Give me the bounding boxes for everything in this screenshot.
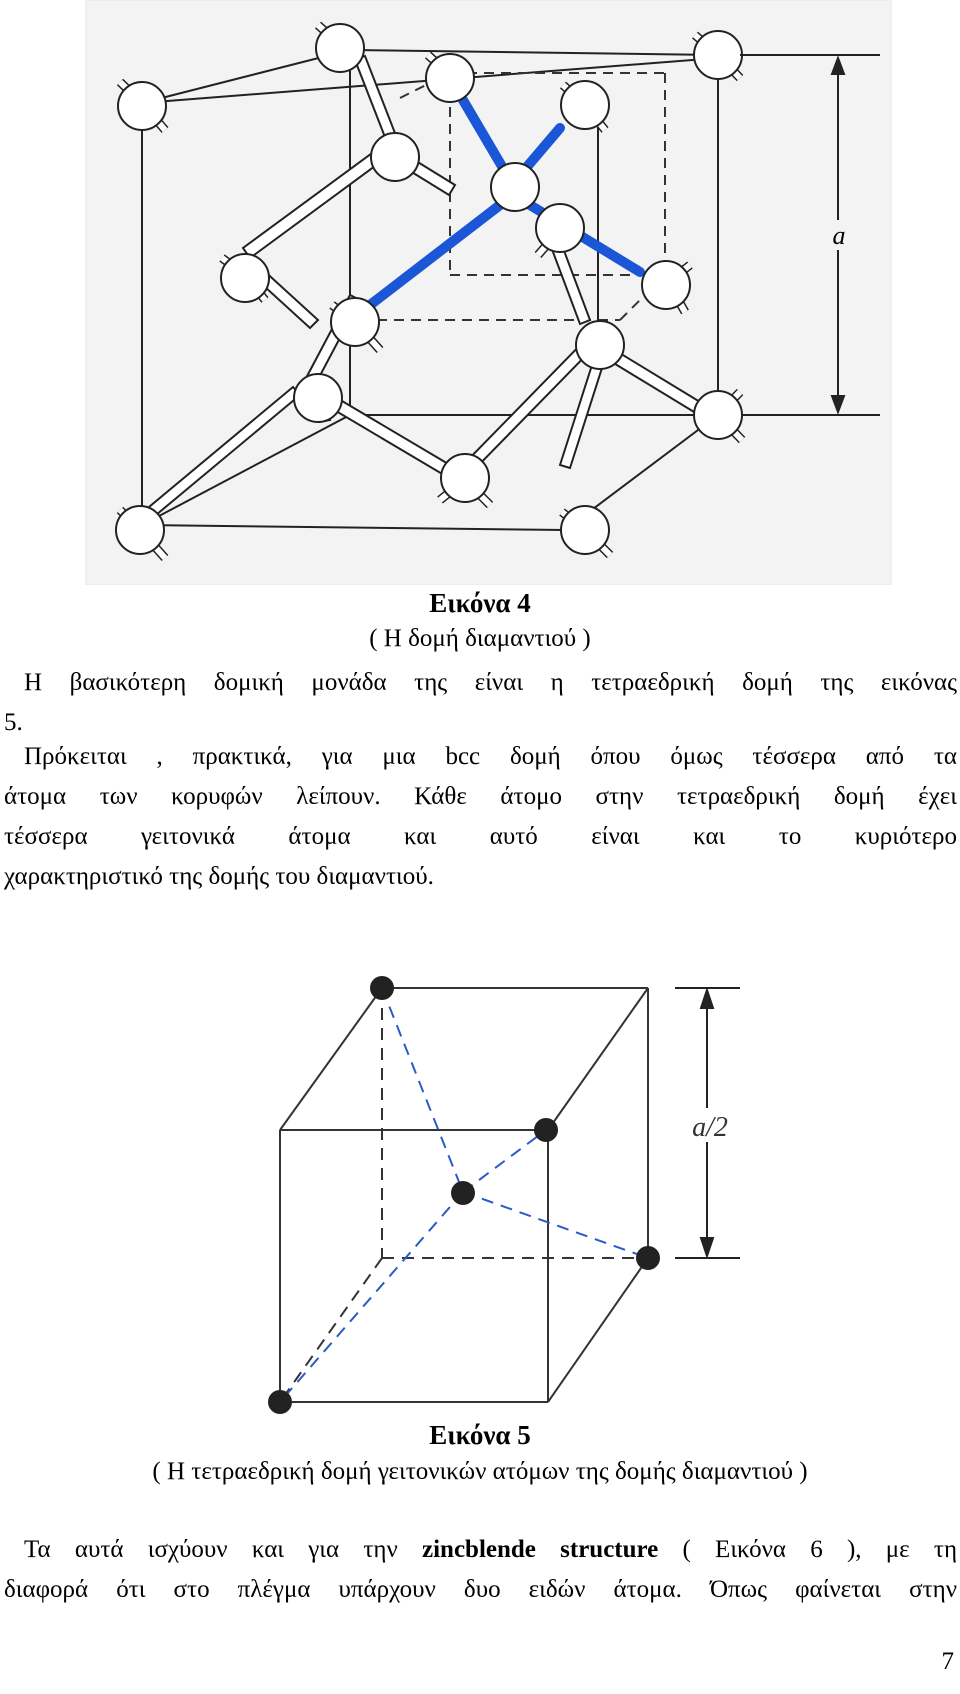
atom xyxy=(576,321,624,369)
dimension-label-a-half: a/2 xyxy=(692,1112,728,1143)
atom xyxy=(268,1390,292,1414)
dimension-label-a: a xyxy=(832,221,846,250)
paragraph-line: τέσσερα γειτονικά άτομα και αυτό είναι και το κυριότερο xyxy=(4,823,957,850)
zincblende-term: zincblende structure xyxy=(422,1536,659,1563)
figure4-title: Εικόνα 4 xyxy=(429,588,531,618)
tetrahedral-structure-figure xyxy=(240,960,760,1420)
atom xyxy=(534,1118,558,1142)
atom xyxy=(371,133,419,181)
atom xyxy=(451,1181,475,1205)
paragraph-2 xyxy=(4,737,957,897)
page-number: 7 xyxy=(941,1648,954,1675)
atom xyxy=(491,163,539,211)
text-run: ( Εικόνα 6 ), με τη xyxy=(658,1536,958,1563)
paragraph-line: χαρακτηριστικό της δομής του διαμαντιού. xyxy=(4,863,434,890)
atom xyxy=(294,374,342,422)
atom xyxy=(426,54,474,102)
figure5-title: Εικόνα 5 xyxy=(429,1420,531,1450)
figure4-subtitle: ( Η δομή διαμαντιού ) xyxy=(369,625,591,652)
atom xyxy=(636,1246,660,1270)
atom xyxy=(370,976,394,1000)
atom xyxy=(221,254,269,302)
paragraph-line: άτομα των κορυφών λείπουν. Κάθε άτομο στην τετραεδρική δομή έχει xyxy=(4,783,957,810)
paragraph-line: διαφορά ότι στο πλέγμα υπάρχουν δυο ειδών άτομα. Όπως φαίνεται στην xyxy=(4,1576,957,1603)
atom xyxy=(694,31,742,79)
atom xyxy=(694,391,742,440)
atom xyxy=(118,82,166,130)
figure5-subtitle: ( Η τετραεδρική δομή γειτονικών ατόμων της δομής διαμαντιού ) xyxy=(152,1458,808,1485)
paragraph-line: 5. xyxy=(4,709,23,736)
atom xyxy=(440,454,490,505)
paragraph-1 xyxy=(4,663,957,743)
paragraph-line: Η βασικότερη δομική μονάδα της είναι η τετραεδρική δομή της εικόνας xyxy=(24,669,957,696)
diamond-structure-figure xyxy=(80,0,900,585)
paragraph-line: Πρόκειται , πρακτικά, για μια bcc δομή όπου όμως τέσσερα από τα xyxy=(24,743,957,770)
paragraph-3 xyxy=(4,1530,957,1610)
atom xyxy=(561,81,609,130)
text-run: Τα αυτά ισχύουν και για την xyxy=(24,1536,423,1563)
paragraph-line xyxy=(4,1530,957,1570)
atom xyxy=(316,24,364,72)
atom xyxy=(561,506,610,555)
